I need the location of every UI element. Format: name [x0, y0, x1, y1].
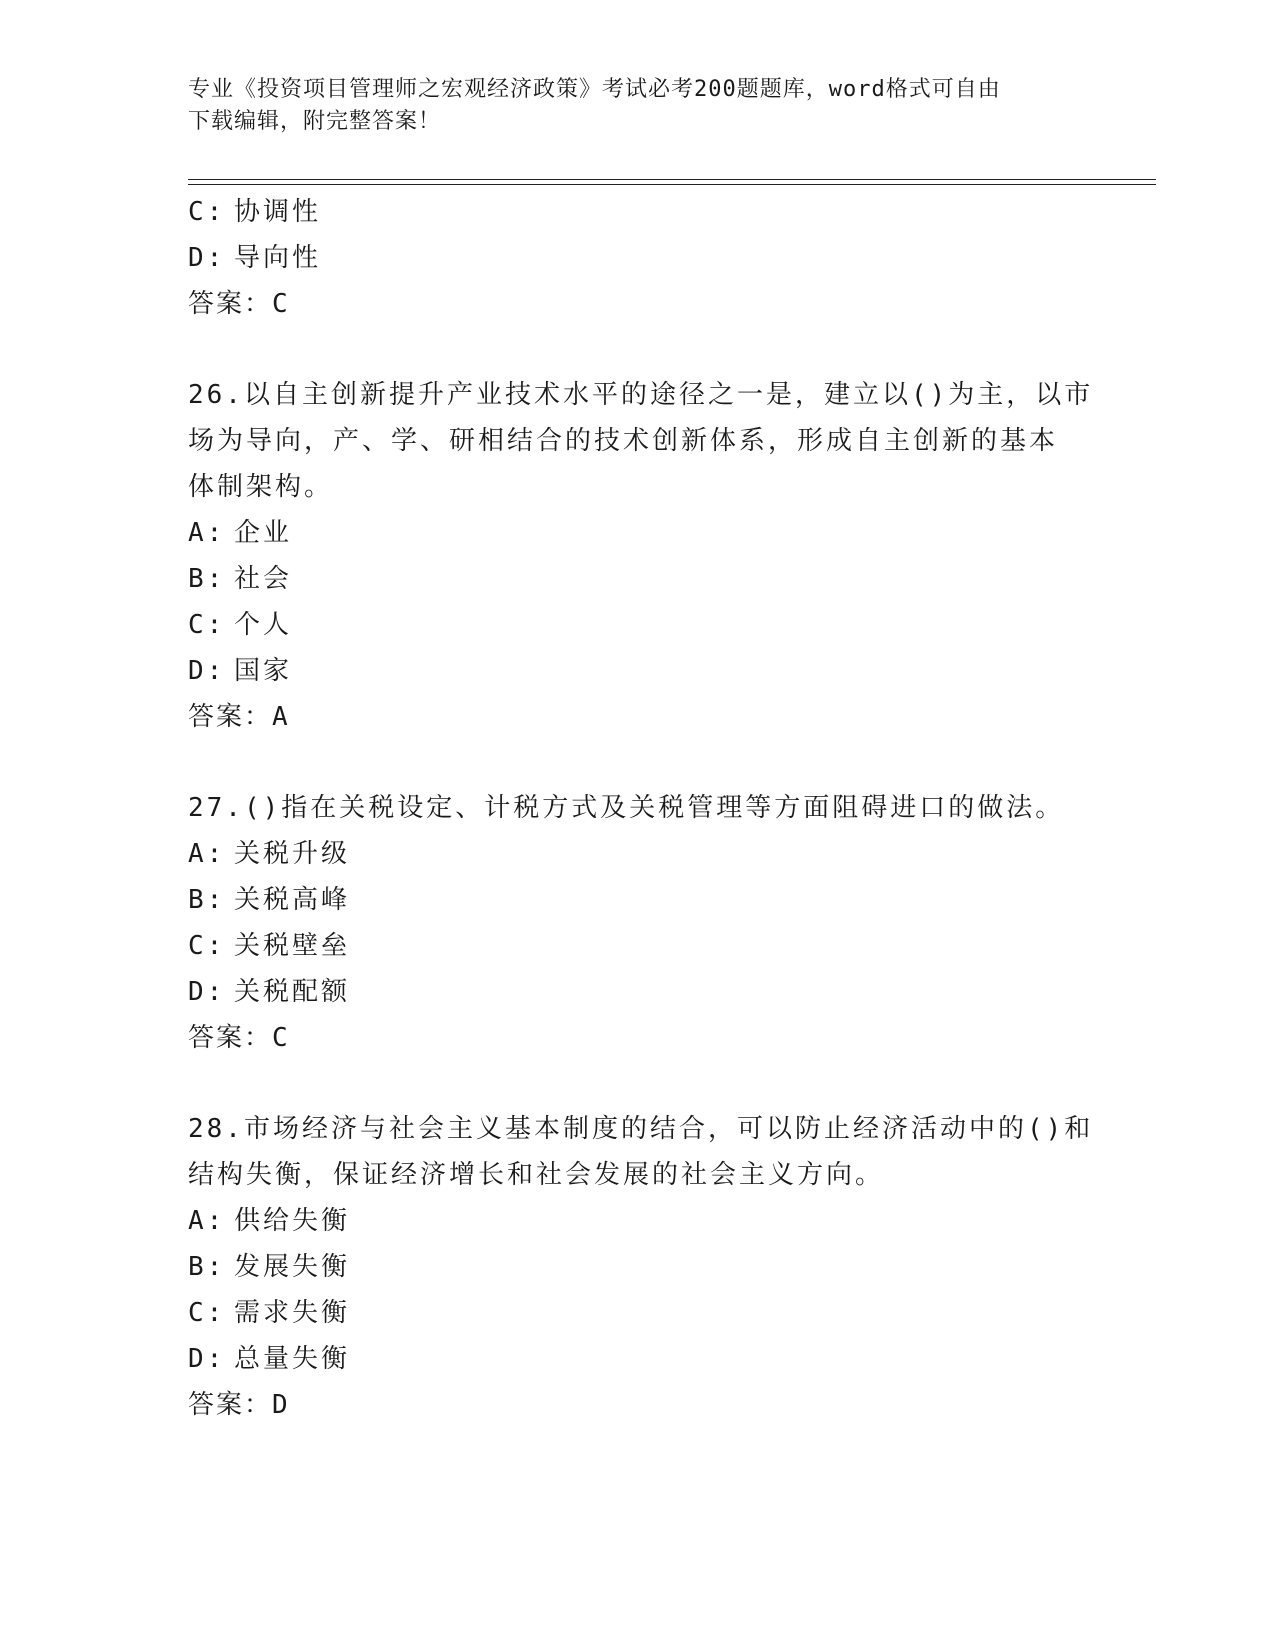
answer-label: 答案：: [188, 1390, 273, 1420]
option-row: [188, 831, 1088, 877]
option-text: 总量失衡: [234, 1344, 351, 1374]
option-text: 社会: [234, 564, 293, 594]
answer-row: [188, 694, 1088, 740]
answer-value: D: [272, 1390, 291, 1420]
option-text: 国家: [234, 656, 293, 686]
option-text: 关税配额: [234, 977, 351, 1007]
option-row: [188, 877, 1088, 923]
option-row: [188, 556, 1088, 602]
option-text: 协调性: [234, 197, 322, 227]
option-letter: B:: [188, 564, 226, 594]
option-text: 关税升级: [234, 839, 351, 869]
option-text: 企业: [234, 518, 293, 548]
option-letter: B:: [188, 885, 226, 915]
answer-value: A: [272, 702, 291, 732]
answer-row: [188, 281, 1088, 327]
option-row: [188, 923, 1088, 969]
answer-row: [188, 1015, 1088, 1061]
option-letter: C:: [188, 610, 226, 640]
option-text: 发展失衡: [234, 1252, 351, 1282]
answer-label: 答案：: [188, 289, 273, 319]
option-letter: D:: [188, 977, 226, 1007]
option-letter: D:: [188, 656, 226, 686]
carry-over-block: [188, 189, 1088, 327]
answer-value: C: [272, 1023, 291, 1053]
question-line: 27.()指在关税设定、计税方式及关税管理等方面阻碍进口的做法。: [188, 793, 1065, 823]
option-row: [188, 235, 1088, 281]
question-line: 场为导向，产、学、研相结合的技术创新体系，形成自主创新的基本: [188, 426, 1059, 456]
option-text: 供给失衡: [234, 1206, 351, 1236]
spacer: [188, 1061, 1088, 1106]
option-letter: C:: [188, 931, 226, 961]
option-text: 关税壁垒: [234, 931, 351, 961]
question-line: 28.市场经济与社会主义基本制度的结合，可以防止经济活动中的()和: [188, 1114, 1094, 1144]
option-letter: A:: [188, 1206, 226, 1236]
option-letter: B:: [188, 1252, 226, 1282]
option-letter: A:: [188, 839, 226, 869]
header-divider-top: [188, 179, 1156, 180]
option-letter: D:: [188, 243, 226, 273]
header-divider-bottom: [188, 184, 1156, 185]
answer-label: 答案：: [188, 702, 273, 732]
option-row: [188, 1198, 1088, 1244]
spacer: [188, 740, 1088, 785]
question-block-28: [188, 1106, 1094, 1428]
question-line: 体制架构。: [188, 472, 334, 502]
option-row: [188, 189, 1088, 235]
answer-label: 答案：: [188, 1023, 273, 1053]
option-row: [188, 1290, 1088, 1336]
question-content: [188, 189, 1094, 1428]
option-text: 需求失衡: [234, 1298, 351, 1328]
option-row: [188, 1336, 1088, 1382]
question-line: 结构失衡，保证经济增长和社会发展的社会主义方向。: [188, 1160, 885, 1190]
answer-row: [188, 1382, 1088, 1428]
answer-value: C: [272, 289, 291, 319]
option-text: 关税高峰: [234, 885, 351, 915]
option-text: 个人: [234, 610, 293, 640]
option-letter: C:: [188, 1298, 226, 1328]
question-block-27: [188, 785, 1088, 1061]
spacer: [188, 327, 1088, 372]
question-block-26: [188, 372, 1094, 740]
header-line-2: 下载编辑，附完整答案！: [188, 109, 442, 134]
option-letter: D:: [188, 1344, 226, 1374]
page-header: [188, 74, 1088, 138]
option-row: [188, 1244, 1088, 1290]
option-row: [188, 648, 1088, 694]
header-line-1: 专业《投资项目管理师之宏观经济政策》考试必考200题题库，word格式可自由: [188, 77, 1001, 102]
option-text: 导向性: [234, 243, 322, 273]
option-row: [188, 602, 1088, 648]
option-letter: A:: [188, 518, 226, 548]
option-row: [188, 510, 1088, 556]
question-line: 26.以自主创新提升产业技术水平的途径之一是，建立以()为主，以市: [188, 380, 1094, 410]
option-letter: C:: [188, 197, 226, 227]
option-row: [188, 969, 1088, 1015]
